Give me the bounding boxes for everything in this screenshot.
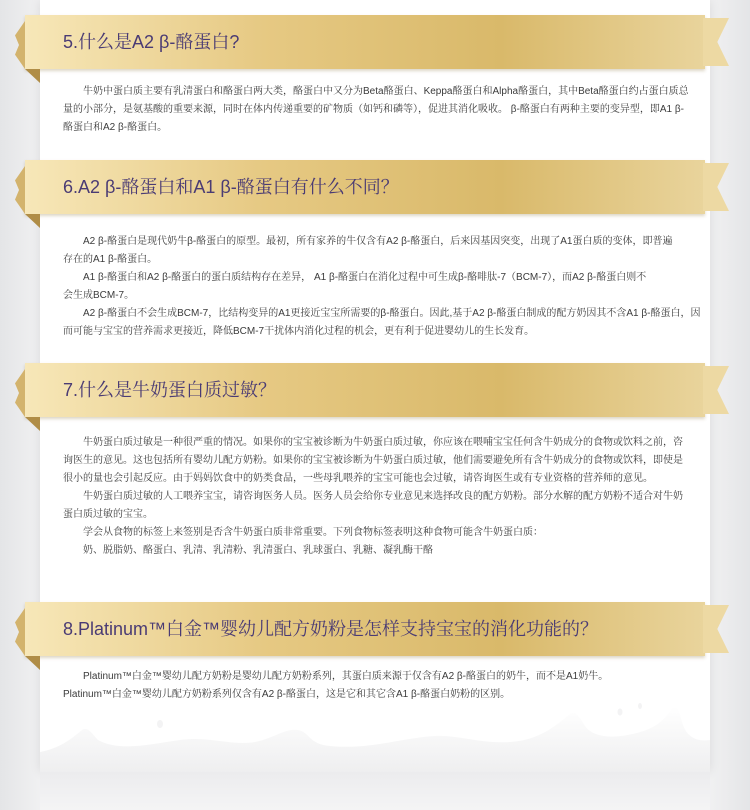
section-7-body — [63, 434, 689, 560]
section-6-paragraph: A1 β-酪蛋白和A2 β-酪蛋白的蛋白质结构存在差异， A1 β-酪蛋白在消化过程中可生成β-酪啡肽-7（BCM-7），而A2 β-酪蛋白则不会生成BCM-7。 — [63, 272, 647, 301]
section-6-banner — [25, 160, 705, 214]
bottom-shadow-strip — [40, 772, 710, 810]
section-5-banner — [25, 15, 705, 69]
section-6-paragraph: A2 β-酪蛋白不会生成BCM-7，比结构变异的A1更接近宝宝所需要的β-酪蛋白。因此,基于A2 β-酪蛋白制成的配方奶因其不含A1 β-酪蛋白，因而可能与宝宝的营养需求更接近，降低BCM-7干扰体内消化过程的机会，更有利于促进婴幼儿的生长发育。 — [63, 308, 701, 337]
section-8-paragraph: Platinum™白金™婴幼儿配方奶粉是婴幼儿配方奶粉系列，其蛋白质来源于仅含有A2 β-酪蛋白的奶牛，而不是A1奶牛。Platinum™白金™婴幼儿配方奶粉系列仅含有A2 β-酪蛋白，这是它和其它含A1 β-酪蛋白奶粉的区别。 — [63, 671, 609, 700]
section-7-paragraph: 牛奶蛋白质过敏的人工喂养宝宝，请咨询医务人员。医务人员会给你专业意见来选择改良的配方奶粉。部分水解的配方奶粉不适合对牛奶蛋白质过敏的宝宝。 — [63, 491, 683, 520]
milk-splash-decoration — [40, 700, 710, 774]
section-8-banner — [25, 602, 705, 656]
section-8-body — [63, 668, 623, 704]
section-5-title: 5.什么是A2 β-酪蛋白? — [63, 32, 240, 52]
ribbon-fold — [703, 605, 729, 653]
section-7-ingredients: 奶、脱脂奶、酪蛋白、乳清、乳清粉、乳清蛋白、乳球蛋白、乳糖、凝乳酶干酪 — [83, 545, 433, 556]
section-7-banner — [25, 363, 705, 417]
ribbon-fold — [703, 163, 729, 211]
ribbon-fold — [703, 18, 729, 66]
section-6-body — [63, 233, 701, 341]
ribbon-fold — [703, 366, 729, 414]
section-8-title: 8.Platinum™白金™婴幼儿配方奶粉是怎样支持宝宝的消化功能的？ — [63, 619, 599, 639]
section-7-paragraph: 学会从食物的标签上来签别是否含牛奶蛋白质非常重要。下列食物标签表明这种食物可能含牛奶蛋白质： — [83, 527, 543, 538]
section-7-title: 7.什么是牛奶蛋白质过敏？ — [63, 380, 277, 400]
section-7-paragraph: 牛奶蛋白质过敏是一种很严重的情况。如果你的宝宝被诊断为牛奶蛋白质过敏，你应该在喂哺宝宝任何含牛奶成分的食物或饮料之前，咨询医生的意见。这也包括所有婴幼儿配方奶粉。如果你的宝宝被诊断为牛奶蛋白质过敏，他们需要避免所有含牛奶成分的食物或饮料，即使是很小的量也会引起反应。由于妈妈饮食中的奶类食品，一些母乳喂养的宝宝可能也会过敏，请咨询医生或有专业资格的营养师的意见。 — [63, 437, 683, 484]
section-6-title: 6.A2 β-酪蛋白和A1 β-酪蛋白有什么不同？ — [63, 177, 399, 197]
section-5-paragraph: 牛奶中蛋白质主要有乳清蛋白和酪蛋白两大类，酪蛋白中又分为Beta酪蛋白、Keppa酪蛋白和Alpha酪蛋白，其中Beta酪蛋白约占蛋白质总量的小部分，是氨基酸的重要来源，同时在体内传递重要的矿物质（如钙和磷等），促进其消化吸收。 β-酪蛋白有两种主要的变异型，即A1 β-酪蛋白和A2 β-酪蛋白。 — [63, 86, 689, 133]
section-6-paragraph: A2 β-酪蛋白是现代奶牛β-酪蛋白的原型。最初，所有家养的牛仅含有A2 β-酪蛋白，后来因基因突变，出现了A1蛋白质的变体，即普遍存在的A1 β-酪蛋白。 — [63, 236, 673, 265]
section-5-body — [63, 83, 693, 137]
